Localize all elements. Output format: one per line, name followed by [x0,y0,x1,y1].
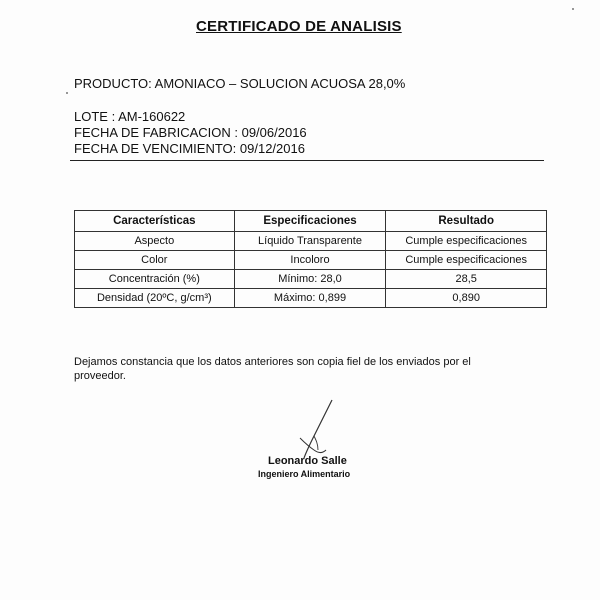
header-result: Resultado [386,211,547,232]
scan-speck [572,8,574,10]
row-result: Cumple especificaciones [386,251,547,270]
table-row [75,232,547,251]
analysis-table [74,210,547,308]
table-row [75,270,547,289]
row-specification: Incoloro [234,251,386,270]
row-characteristic: Color [75,251,235,270]
header-divider [70,160,544,161]
signatory-name: Leonardo Salle [268,455,347,467]
manufacture-date-line: FECHA DE FABRICACION : 09/06/2016 [74,125,307,140]
table-header-row [75,211,547,232]
row-characteristic: Densidad (20ºC, g/cm³) [75,289,235,308]
table-row [75,251,547,270]
header-characteristics: Características [75,211,235,232]
row-specification: Máximo: 0,899 [234,289,386,308]
row-result: 0,890 [386,289,547,308]
signatory-role: Ingeniero Alimentario [258,469,351,479]
row-characteristic: Concentración (%) [75,270,235,289]
row-result: Cumple especificaciones [386,232,547,251]
row-specification: Líquido Transparente [234,232,386,251]
row-specification: Mínimo: 28,0 [234,270,386,289]
declaration-note: Dejamos constancia que los datos anteriores son copia fiel de los enviados por el proveedor. [74,356,471,382]
product-line: PRODUCTO: AMONIACO – SOLUCION ACUOSA 28,0% [74,76,406,91]
document-title: CERTIFICADO DE ANALISIS [196,18,402,35]
row-result: 28,5 [386,270,547,289]
table-row [75,289,547,308]
row-characteristic: Aspecto [75,232,235,251]
header-specifications: Especificaciones [234,211,386,232]
expiry-date-line: FECHA DE VENCIMIENTO: 09/12/2016 [74,141,305,156]
lot-line: LOTE : AM-160622 [74,109,186,124]
scan-speck [66,92,68,94]
